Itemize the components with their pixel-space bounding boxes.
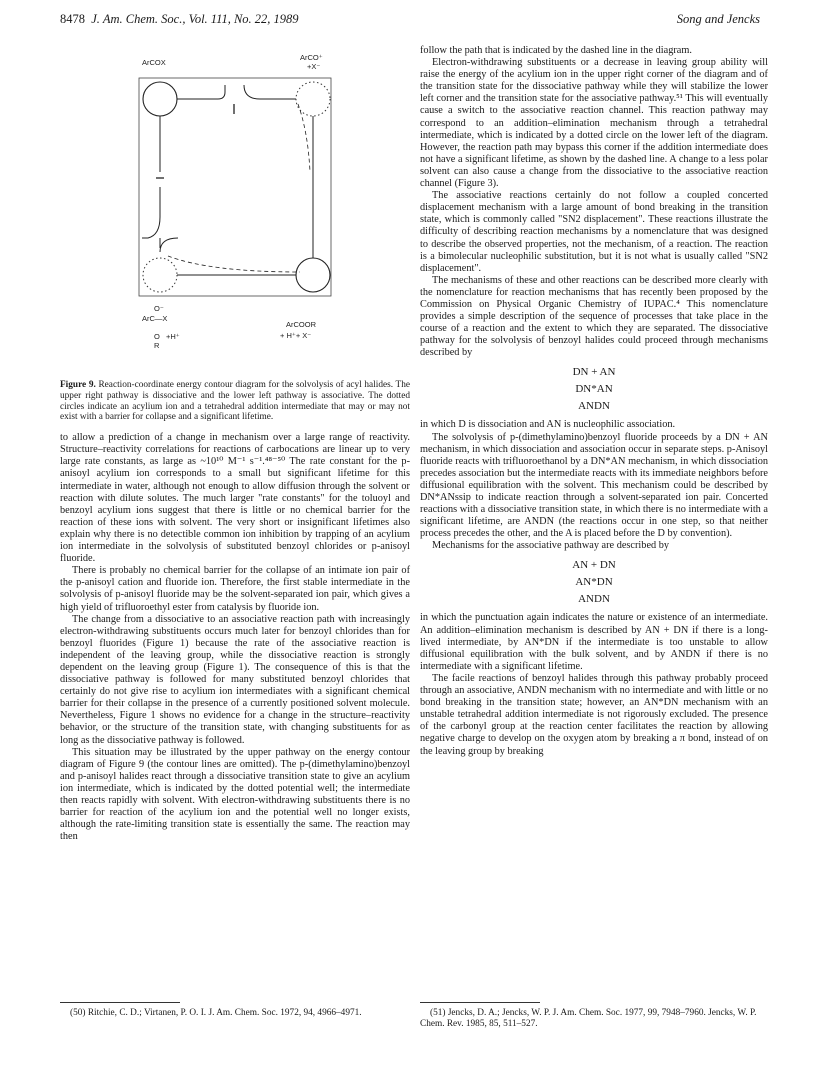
paragraph: The associative reactions certainly do not follow a coupled concerted displacement mechanism with a large amount of bond breaking in the transition state, which is commonly called "SN2 displacement". These reactions illustrate the difficulty of describing reaction mechanisms by a nomenclature that was designed to describe the observed properties, not the mechanism, of a reaction. The reaction is a bimolecular nucleophilic substitution, but it is not what is usually called "SN2 displacement". bbox=[420, 190, 768, 274]
label-halide: +X⁻ bbox=[307, 62, 321, 71]
page-number: 8478 bbox=[60, 12, 85, 26]
paragraph: The facile reactions of benzoyl halides through this pathway probably proceed through an associative, ANDN mechanism with no intermediate and with little or no bond breaking in the transition state; however, an AN*DN mechanism with an unstable tetrahedral addition intermediate is not rigorously excluded. The presence of the carbonyl group at the reaction center facilitates the reaction by allowing negative charge to develop on the oxygen atom by breaking a π bond, instead of on the leaving group by breaking bbox=[420, 672, 768, 757]
journal-citation: J. Am. Chem. Soc., Vol. 111, No. 22, 1989 bbox=[91, 12, 299, 26]
paragraph: in which D is dissociation and AN is nucleophilic association. bbox=[420, 419, 676, 431]
left-column bbox=[60, 52, 410, 843]
label-products: + H⁺+ X⁻ bbox=[280, 331, 312, 340]
tetrahedral-well bbox=[143, 258, 177, 292]
paragraph: The mechanisms of these and other reactions can be described more clearly with the nomenclature for reaction mechanisms that has recently been proposed by the Commission on Physical Organic Chemistry of IUPAC.⁴ This nomenclature provides a simple description of the sequence of processes that take place in the course of a reaction and the extent to which they are separated. The dissociative pathway for the solvolysis of benzoyl halides could proceed through mechanisms described by bbox=[420, 274, 768, 359]
product-well bbox=[296, 258, 330, 292]
equation: AN + DN bbox=[572, 559, 616, 572]
diagram-frame bbox=[139, 78, 331, 296]
paragraph: to allow a prediction of a change in mechanism over a large range of reactivity. Structure–reactivity correlations for reactions of carbocations are linear up to very large rate constants, as large as ~10¹⁰ M⁻¹ s⁻¹.⁴⁸⁻⁵⁰ The rate constant for the p-anisoyl acylium ion corresponds to a small but significant lifetime for this intermediate in water, although not enough to allow diffusion through the solvent or reaction with dilute solutes. The much larger "rate constants" for the toluoyl and benzoyl acylium ions suggest that there is little or no chemical barrier for the reaction of these ions with solvent. The very short or insignificant lifetimes also explain why there is no detectible common ion inhibition by trapping of an acylium ion intermediate in the solvolysis of substituted benzoyl chlorides or p-anisoyl fluoride. bbox=[60, 432, 410, 565]
lower-dashed-path bbox=[168, 256, 300, 272]
paragraph: This situation may be illustrated by the upper pathway on the energy contour diagram of Figure 9 (the contour lines are omitted). The p-(dimethylamino)benzoyl and p-anisoyl halides react through a dissociative transition state to give an acylium ion intermediate, which is indicated by the dotted potential well; the intermediate then reacts rapidly with solvent. With electron-withdrawing substituents there is no barrier for reaction of the acylium ion and the potential well no longer exists, although the rate-limiting transition state is essentially the same. The reaction may then bbox=[60, 746, 410, 843]
label-acylium: ArCO⁺ bbox=[300, 53, 323, 62]
left-path-lower bbox=[142, 187, 160, 238]
equation: DN*AN bbox=[575, 383, 613, 396]
upper-dashed-path bbox=[298, 104, 310, 172]
left-body bbox=[60, 432, 410, 843]
figure-caption bbox=[60, 380, 410, 423]
footnote-right bbox=[420, 1002, 768, 1030]
header-left bbox=[60, 12, 299, 27]
upper-path-left bbox=[177, 85, 225, 99]
footnote-rule bbox=[420, 1002, 540, 1003]
label-tetrahedral-1: O⁻ bbox=[154, 304, 164, 313]
equation-block-associative bbox=[420, 557, 768, 608]
reactant-well bbox=[143, 82, 177, 116]
right-column bbox=[420, 45, 768, 758]
left-path-corner bbox=[160, 238, 178, 252]
running-header bbox=[60, 12, 760, 28]
paragraph: The change from a dissociative to an associative reaction path with increasingly electron-withdrawing substituents occurs much later for benzoyl chlorides than for benzoyl fluorides (Figure 1) because the rate of the associative reaction is independent of the leaving group, while the dissociative reaction is strongly dependent on the leaving group (Figure 1). The consequence of this is that the dissociative pathway is followed for many substituted benzoyl chlorides that certainly do not give rise to acylium ion intermediates with a significant chemical barrier for their collapse in the presence of a currently positioned solvent molecule. Nevertheless, Figure 1 shows no evidence for a change in the structure–reactivity behavior, or the structure of the transition state, with changing substituents for as long as the dissociative pathway is followed. bbox=[60, 613, 410, 746]
paragraph: There is probably no chemical barrier for the collapse of an intimate ion pair of the p-anisoyl cation and fluoride ion. Therefore, the first stable intermediate in the solvolysis of p-anisoyl fluoride may be the solvent-separated ion pair, which gives a high yield of trifluoroethyl ester from catalysis by fluoride ion. bbox=[60, 565, 410, 613]
footnote-rule bbox=[60, 1002, 180, 1003]
label-reactant: ArCOX bbox=[142, 58, 166, 67]
label-tetrahedral-2: ArC—X bbox=[142, 314, 168, 323]
label-tetrahedral-3: O bbox=[154, 332, 160, 341]
label-proton: +H⁺ bbox=[166, 332, 180, 341]
equation: ANDN bbox=[578, 593, 610, 606]
contour-diagram bbox=[60, 52, 410, 374]
equation: ANDN bbox=[578, 400, 610, 413]
footnote-text: (51) Jencks, D. A.; Jencks, W. P. J. Am. Chem. Soc. 1977, 99, 7948–7960. Jencks, W. P. Chem. Rev. 1985, 85, 511–527. bbox=[420, 1008, 757, 1029]
footnote-left bbox=[60, 1002, 410, 1019]
label-tetrahedral-4: R bbox=[154, 341, 160, 350]
equation: AN*DN bbox=[575, 576, 613, 589]
acylium-well bbox=[296, 82, 330, 116]
paragraph: Mechanisms for the associative pathway are described by bbox=[432, 540, 670, 552]
caption-label: Figure 9. bbox=[60, 380, 96, 390]
paragraph: The solvolysis of p-(dimethylamino)benzoyl fluoride proceeds by a DN + AN mechanism, in which dissociation and association occur in separate steps. p-Anisoyl fluoride reacts with trifluoroethanol by a DN*AN mechanism, in which dissociation precedes association but the intermediate reacts with its immediate neighbors before diffusional equilibration with the solvent. This mechanism could be described by DN*ANssip to indicate reaction through a solvent-separated ion pair. Concerted reactions with a dissociative transition state, in which there is no intermediate with a significant lifetime, are ANDN (the reactions occur in one step, so that neither process precedes the other, and the A is placed before the D by convention). bbox=[420, 431, 768, 540]
upper-path-mid bbox=[244, 85, 296, 99]
caption-text: Reaction-coordinate energy contour diagram for the solvolysis of acyl halides. The upper right pathway is dissociative and the lower left pathway is associative. The dotted circles indicate an acylium ion and a tetrahedral addition intermediate that may or may not exist with a barrier for collapse and a significant lifetime. bbox=[60, 380, 411, 423]
figure-9 bbox=[60, 52, 410, 374]
paragraph: in which the punctuation again indicates the nature or existence of an intermediate. An addition–elimination mechanism is described by AN + DN if there is a long-lived intermediate, by AN*DN if the intermediate is too unstable to allow diffusional equilibration with the bulk solvent, and by ANDN if there is no intermediate with a significant lifetime. bbox=[420, 612, 768, 672]
equation: DN + AN bbox=[572, 366, 616, 379]
paragraph: follow the path that is indicated by the dashed line in the diagram. bbox=[420, 45, 692, 56]
equation-block-dissociative bbox=[420, 364, 768, 415]
header-authors: Song and Jencks bbox=[676, 12, 760, 26]
label-ester: ArCOOR bbox=[286, 320, 316, 329]
footnote-text: (50) Ritchie, C. D.; Virtanen, P. O. I. J. Am. Chem. Soc. 1972, 94, 4966–4971. bbox=[70, 1008, 362, 1018]
paragraph: Electron-withdrawing substituents or a decrease in leaving group ability will raise the energy of the acylium ion in the upper right corner of the diagram and of the transition state for the dissociative pathway while they will stabilize the lower left corner and the transition state for the associative pathway.⁵¹ This will eventually cause a switch to the associative reaction channel. This reaction pathway may correspond to an addition–elimination mechanism through a tetrahedral intermediate, which is indicated by a dotted circle on the lower left of the diagram. However, the reaction path may bypass this corner if the addition intermediate does not have a significant lifetime, as shown by the dashed line. A change to a less polar solvent can also cause a change from the dissociative to the associative reaction channel (Figure 3). bbox=[420, 57, 768, 190]
